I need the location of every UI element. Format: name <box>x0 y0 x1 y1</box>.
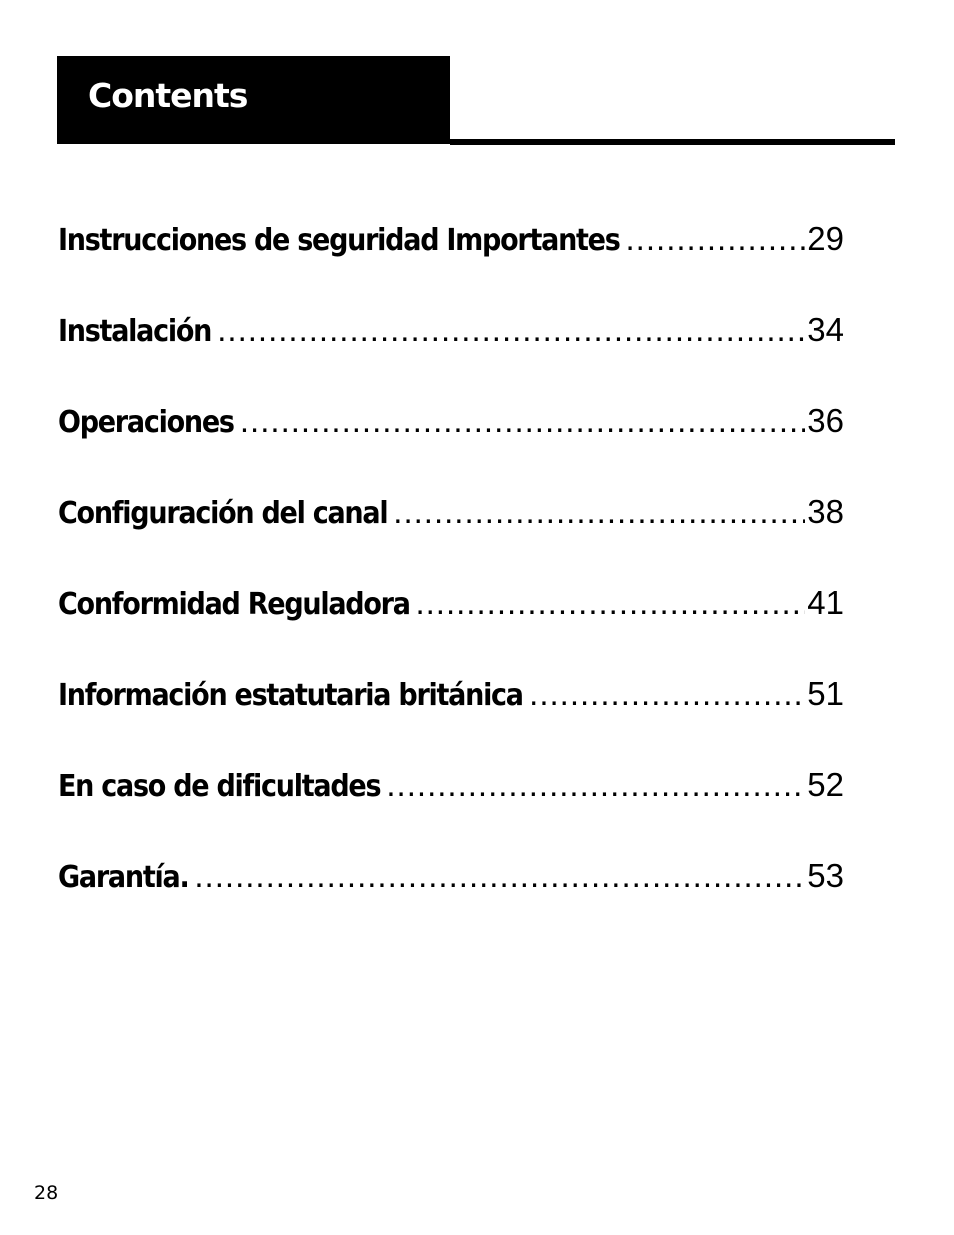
toc-entry-operations[interactable] <box>58 402 844 493</box>
toc-dot-leader <box>393 493 805 531</box>
toc-dot-leader <box>529 675 805 713</box>
toc-dot-leader <box>626 220 806 258</box>
toc-dot-leader <box>386 766 805 804</box>
toc-entry-channel-setup[interactable] <box>58 493 844 584</box>
toc-entry-page: 41 <box>807 584 844 621</box>
toc-entry-installation[interactable] <box>58 311 844 402</box>
toc-entry-title: Garantía. <box>58 860 189 895</box>
toc-entry-page: 36 <box>807 402 844 439</box>
toc-entry-warranty[interactable] <box>58 857 844 948</box>
toc-dot-leader <box>415 584 805 622</box>
toc-entry-page: 51 <box>807 675 844 712</box>
toc-entry-title: Operaciones <box>58 405 234 440</box>
page-number: 28 <box>34 1182 59 1204</box>
toc-entry-title: Información estatutaria británica <box>58 678 523 713</box>
toc-entry-uk-statutory[interactable] <box>58 675 844 766</box>
toc-entry-page: 34 <box>807 311 844 348</box>
toc-entry-safety[interactable] <box>58 220 844 311</box>
toc-entry-title: Instrucciones de seguridad Importantes <box>58 223 620 258</box>
toc-dot-leader <box>217 311 805 349</box>
table-of-contents <box>58 220 844 948</box>
toc-entry-page: 38 <box>807 493 844 530</box>
toc-entry-regulatory[interactable] <box>58 584 844 675</box>
toc-entry-troubleshooting[interactable] <box>58 766 844 857</box>
toc-entry-page: 52 <box>807 766 844 803</box>
toc-entry-title: Configuración del canal <box>58 496 388 531</box>
toc-entry-title: Conformidad Reguladora <box>58 587 410 622</box>
header-rule <box>450 139 895 145</box>
toc-entry-title: En caso de dificultades <box>58 769 381 804</box>
page-title: Contents <box>88 76 248 115</box>
toc-dot-leader <box>194 857 805 895</box>
toc-dot-leader <box>240 402 805 440</box>
toc-entry-page: 29 <box>807 220 844 257</box>
toc-entry-page: 53 <box>807 857 844 894</box>
toc-entry-title: Instalación <box>58 314 212 349</box>
